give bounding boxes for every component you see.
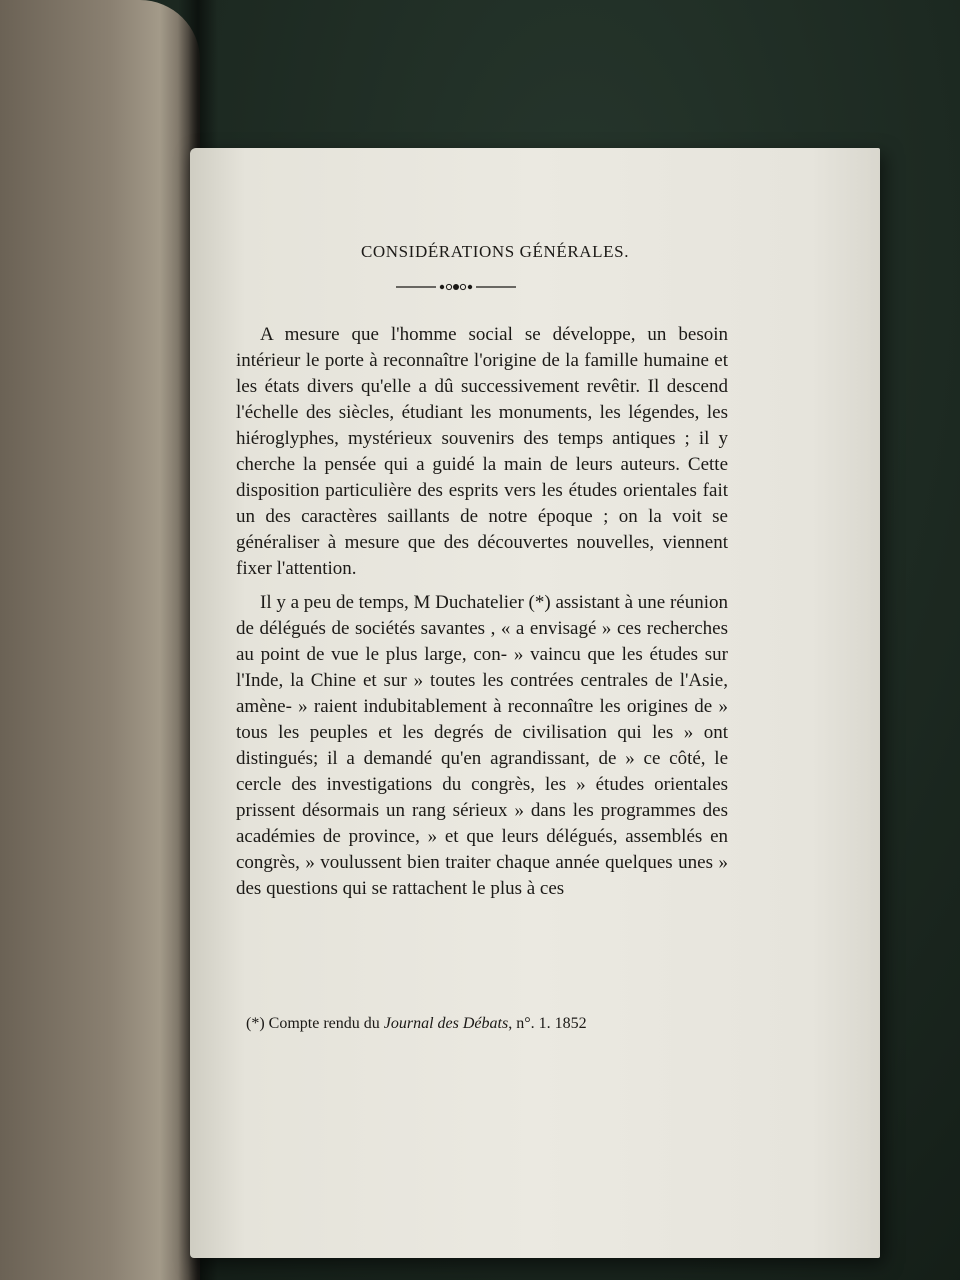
page-title: CONSIDÉRATIONS GÉNÉRALES. <box>360 242 630 261</box>
footnote <box>246 1015 587 1033</box>
page-text <box>236 230 728 902</box>
paragraph-1: A mesure que l'homme social se développe, un besoin intérieur le porte à reconnaître l'origine de la famille humaine et les états divers qu'elle a dû successivement revêtir. Il descend l'échelle des siècles, étudiant les monuments, les légendes, les hiéroglyphes, mystérieux souvenirs des temps antiques ; il y cherche la pensée qui a guidé la main de leurs auteurs. Cette disposition particulière des esprits vers les études orientales fait un des caractères saillants de notre époque ; on la voit se généraliser à mesure que des découvertes nouvelles, viennent fixer l'attention. <box>236 324 728 579</box>
ornament-divider-icon <box>396 280 516 294</box>
paragraph-2: Il y a peu de temps, M Duchatelier (*) assistant à une réunion de délégués de sociétés savantes , « a envisagé » ces recherches au point de vue le plus large, con- » vaincu que les études sur l'Inde, la Chine et sur » toutes les contrées centrales de l'Asie, amène- » raient indubitablement à reconnaître les origines de » tous les peuples et les degrés de civilisation qui les » ont distingués; il a demandé qu'en agrandissant, de » ce côté, le cercle des investigations du congrès, les » études orientales prissent désormais un rang sérieux » dans les programmes des académies de province, » et que leurs délégués, assemblés en congrès, » voulussent bien traiter chaque année quelques unes » des questions qui se rattachent le plus à ces <box>236 592 728 899</box>
footnote-journal: Journal des Débats <box>383 1015 509 1032</box>
footnote-prefix: (*) Compte rendu du <box>246 1015 380 1032</box>
left-book-page <box>0 0 200 1280</box>
footnote-suffix: , n°. 1. 1852 <box>508 1015 587 1032</box>
